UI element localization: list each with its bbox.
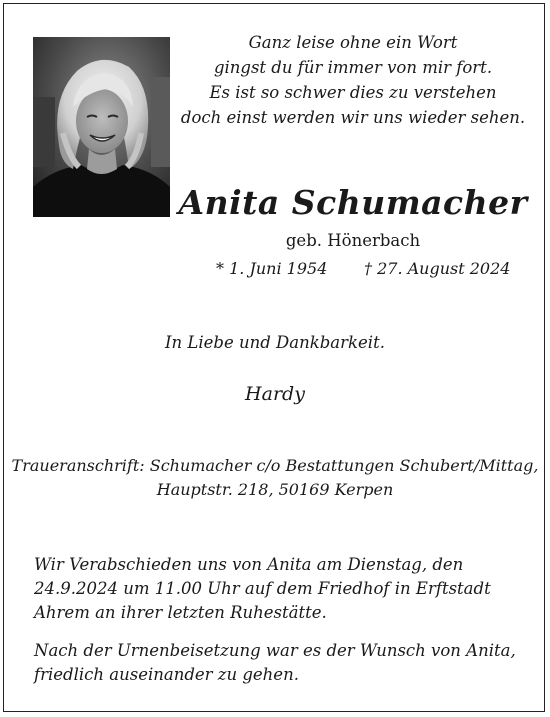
deceased-name: Anita Schumacher: [178, 183, 528, 222]
signer-name: Hardy: [245, 383, 305, 405]
portrait-photo: [33, 37, 170, 217]
birth-name: geb. Hönerbach: [285, 231, 421, 250]
wish-paragraph: [34, 639, 528, 687]
address-line: Hauptstr. 218, 50169 Kerpen: [156, 480, 394, 499]
poem-line: gingst du für immer von mir fort.: [213, 58, 493, 77]
poem-line: doch einst werden wir uns wieder sehen.: [180, 108, 526, 127]
ceremony-line: 24.9.2024 um 11.00 Uhr auf dem Friedhof in Erftstadt: [34, 579, 491, 598]
poem-line: Es ist so schwer dies zu verstehen: [209, 83, 497, 102]
poem: [178, 30, 528, 130]
birth-date: * 1. Juni 1954: [216, 259, 328, 278]
wish-line: Nach der Urnenbeisetzung war es der Wunsch von Anita,: [34, 641, 516, 660]
ceremony-paragraph: [34, 553, 528, 625]
wish-line: friedlich auseinander zu gehen.: [34, 665, 299, 684]
ceremony-line: Wir Verabschieden uns von Anita am Dienstag, den: [34, 555, 464, 574]
poem-line: Ganz leise ohne ein Wort: [248, 33, 458, 52]
closing-thanks: In Liebe und Dankbarkeit.: [165, 333, 385, 352]
condolence-address: [0, 454, 550, 502]
death-date: † 27. August 2024: [364, 259, 511, 278]
ceremony-line: Ahrem an ihrer letzten Ruhestätte.: [34, 603, 327, 622]
address-line: Traueranschrift: Schumacher c/o Bestattungen Schubert/Mittag,: [11, 456, 539, 475]
